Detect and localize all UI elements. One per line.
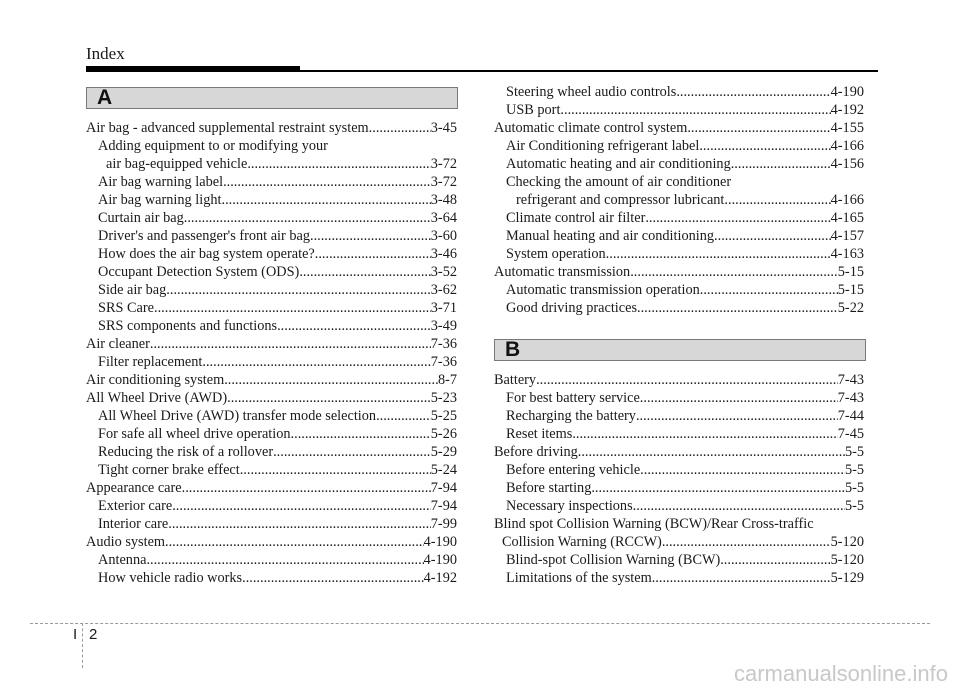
- entry-page: 4-166: [830, 138, 864, 154]
- dot-leader: [165, 533, 424, 551]
- dot-leader: [731, 155, 831, 173]
- entry-text: Automatic climate control system: [494, 120, 688, 136]
- entry-text: Appearance care: [86, 480, 182, 496]
- entry-text: Limitations of the system: [506, 570, 652, 586]
- entry-page: 5-5: [844, 444, 864, 460]
- index-entry: [506, 281, 864, 299]
- entry-page: 3-46: [430, 246, 457, 262]
- entry-page: 5-120: [830, 552, 864, 568]
- dot-leader: [714, 227, 831, 245]
- index-entry: [86, 389, 457, 407]
- dot-leader: [578, 443, 845, 461]
- entry-text: Automatic transmission: [494, 264, 631, 280]
- entry-text: Air Conditioning refrigerant label: [506, 138, 700, 154]
- index-entry: [98, 515, 457, 533]
- index-entry: [494, 443, 864, 461]
- footer-divider: [82, 623, 83, 668]
- entry-page: 4-166: [830, 192, 864, 208]
- index-entry: [98, 281, 457, 299]
- entry-text: Recharging the battery: [506, 408, 636, 424]
- entry-page: 3-48: [430, 192, 457, 208]
- dot-leader: [223, 173, 431, 191]
- dot-leader: [376, 407, 431, 425]
- dot-leader: [315, 245, 431, 263]
- entry-text: Air bag - advanced supplemental restraint system: [86, 120, 369, 136]
- dot-leader: [536, 371, 838, 389]
- index-entry: [98, 191, 457, 209]
- index-entry: [98, 461, 457, 479]
- dot-leader: [640, 461, 845, 479]
- dot-leader: [720, 551, 830, 569]
- index-entry: [506, 299, 864, 317]
- entry-text: For best battery service: [506, 390, 640, 406]
- entry-text: Before entering vehicle: [506, 462, 641, 478]
- section-letter-b: B: [505, 338, 521, 361]
- index-entry: [506, 479, 864, 497]
- index-entry: [494, 371, 864, 389]
- dot-leader: [700, 281, 838, 299]
- index-entry: [502, 533, 864, 551]
- entry-text: Side air bag: [98, 282, 167, 298]
- entry-text: For safe all wheel drive operation: [98, 426, 291, 442]
- entry-text: Interior care: [98, 516, 169, 532]
- entry-text: Exterior care: [98, 498, 173, 514]
- dot-leader: [645, 209, 830, 227]
- index-entry: [506, 497, 864, 515]
- entry-text: All Wheel Drive (AWD): [86, 390, 228, 406]
- entry-page: 3-72: [430, 156, 457, 172]
- entry-text: Automatic heating and air conditioning: [506, 156, 731, 172]
- entry-text: Reset items: [506, 426, 573, 442]
- index-entry: [86, 371, 457, 389]
- entry-text: How vehicle radio works: [98, 570, 243, 586]
- dot-leader: [202, 353, 430, 371]
- entry-page: 7-45: [837, 426, 864, 442]
- dot-leader: [369, 119, 431, 137]
- entry-text: Before starting: [506, 480, 592, 496]
- entry-page: 5-120: [830, 534, 864, 550]
- dot-leader: [247, 155, 430, 173]
- dot-leader: [687, 119, 830, 137]
- entry-page: 4-157: [830, 228, 864, 244]
- entry-page: 5-22: [837, 300, 864, 316]
- dot-leader: [184, 209, 431, 227]
- dot-leader: [222, 191, 431, 209]
- entry-page: 3-64: [430, 210, 457, 226]
- entry-text: Collision Warning (RCCW): [502, 534, 662, 550]
- dot-leader: [146, 551, 423, 569]
- index-entry: [98, 353, 457, 371]
- section-header-a: [86, 87, 458, 109]
- dot-leader: [676, 83, 830, 101]
- dot-leader: [240, 461, 431, 479]
- entry-page: 4-192: [423, 570, 457, 586]
- index-entry: [106, 155, 457, 173]
- index-entry: [86, 479, 457, 497]
- entry-text: Driver's and passenger's front air bag: [98, 228, 310, 244]
- entry-text: Blind spot Collision Warning (BCW)/Rear Cross-traffic: [494, 516, 814, 532]
- index-entry: [86, 119, 457, 137]
- entry-text: Air bag warning label: [98, 174, 224, 190]
- entry-page: 4-155: [830, 120, 864, 136]
- entry-page: 4-190: [423, 552, 457, 568]
- dot-leader: [606, 245, 831, 263]
- entry-text: air bag-equipped vehicle: [106, 156, 248, 172]
- entry-page: 7-44: [837, 408, 864, 424]
- index-entry: [506, 245, 864, 263]
- entry-text: Air cleaner: [86, 336, 150, 352]
- index-entry: [506, 101, 864, 119]
- dot-leader: [630, 263, 838, 281]
- entry-page: 4-190: [423, 534, 457, 550]
- entry-text: Manual heating and air conditioning: [506, 228, 715, 244]
- entry-text: Good driving practices: [506, 300, 638, 316]
- entry-page: 3-49: [430, 318, 457, 334]
- index-entry: [98, 497, 457, 515]
- entry-text: Climate control air filter: [506, 210, 646, 226]
- dot-leader: [154, 299, 431, 317]
- entry-page: 3-72: [430, 174, 457, 190]
- index-entry: [506, 551, 864, 569]
- entry-text: Antenna: [98, 552, 147, 568]
- entry-text: System operation: [506, 246, 606, 262]
- dot-leader: [572, 425, 837, 443]
- index-entry: [494, 119, 864, 137]
- entry-page: 5-25: [430, 408, 457, 424]
- footer-rule: [30, 623, 930, 624]
- index-entry: [506, 227, 864, 245]
- entry-text: Audio system: [86, 534, 166, 550]
- entry-page: 7-99: [430, 516, 457, 532]
- dot-leader: [633, 497, 845, 515]
- index-entry: [86, 335, 457, 353]
- entry-page: 5-5: [844, 462, 864, 478]
- entry-page: 5-26: [430, 426, 457, 442]
- entry-page: 4-190: [830, 84, 864, 100]
- entry-page: 7-36: [430, 336, 457, 352]
- index-entry: [98, 551, 457, 569]
- entry-page: 3-62: [430, 282, 457, 298]
- entry-text: Battery: [494, 372, 537, 388]
- dot-leader: [291, 425, 431, 443]
- dot-leader: [224, 371, 438, 389]
- entry-text: All Wheel Drive (AWD) transfer mode selection: [98, 408, 377, 424]
- index-entry: [98, 245, 457, 263]
- entry-page: 5-29: [430, 444, 457, 460]
- entry-text: SRS components and functions: [98, 318, 278, 334]
- entry-page: 7-36: [430, 354, 457, 370]
- index-entry: [98, 299, 457, 317]
- dot-leader: [227, 389, 431, 407]
- entry-text: Air bag warning light: [98, 192, 222, 208]
- dot-leader: [699, 137, 830, 155]
- entry-text: Air conditioning system: [86, 372, 225, 388]
- dot-leader: [591, 479, 845, 497]
- entry-text: Adding equipment to or modifying your: [98, 138, 328, 154]
- entry-page: 4-156: [830, 156, 864, 172]
- dot-leader: [277, 317, 431, 335]
- dot-leader: [652, 569, 831, 587]
- dot-leader: [168, 515, 431, 533]
- entry-text: Occupant Detection System (ODS): [98, 264, 300, 280]
- entry-page: 3-60: [430, 228, 457, 244]
- entry-text: Tight corner brake effect: [98, 462, 240, 478]
- entry-page: 5-23: [430, 390, 457, 406]
- header-rule-accent: [86, 66, 300, 72]
- index-entry: [506, 173, 864, 191]
- entry-page: 3-45: [430, 120, 457, 136]
- dot-leader: [636, 407, 838, 425]
- index-entry: [86, 533, 457, 551]
- index-entry: [506, 389, 864, 407]
- entry-page: 5-129: [830, 570, 864, 586]
- index-entry: [98, 317, 457, 335]
- index-entry: [98, 137, 457, 155]
- entry-page: 3-71: [430, 300, 457, 316]
- entry-page: 7-94: [430, 498, 457, 514]
- entry-page: 5-5: [844, 498, 864, 514]
- entry-page: 7-43: [837, 390, 864, 406]
- index-entry: [516, 191, 864, 209]
- index-entry: [494, 515, 864, 533]
- entry-text: SRS Care: [98, 300, 155, 316]
- index-entry: [98, 407, 457, 425]
- index-entry: [98, 263, 457, 281]
- index-entry: [506, 407, 864, 425]
- entry-page: 5-15: [837, 282, 864, 298]
- dot-leader: [242, 569, 424, 587]
- index-entry: [98, 173, 457, 191]
- entry-text: Automatic transmission operation: [506, 282, 700, 298]
- index-entry: [506, 209, 864, 227]
- entry-text: Checking the amount of air conditioner: [506, 174, 732, 190]
- index-entry: [98, 443, 457, 461]
- section-header-b: [494, 339, 866, 361]
- dot-leader: [640, 389, 838, 407]
- entry-page: 4-163: [830, 246, 864, 262]
- entry-page: 4-165: [830, 210, 864, 226]
- entry-text: Filter replacement: [98, 354, 203, 370]
- entry-text: Reducing the risk of a rollover: [98, 444, 274, 460]
- entry-page: 3-52: [430, 264, 457, 280]
- entry-page: 5-5: [844, 480, 864, 496]
- dot-leader: [166, 281, 430, 299]
- dot-leader: [560, 101, 830, 119]
- index-entry: [98, 209, 457, 227]
- entry-page: 8-7: [437, 372, 457, 388]
- index-entry: [98, 227, 457, 245]
- index-entry: [506, 155, 864, 173]
- page-title: Index: [86, 44, 125, 63]
- dot-leader: [273, 443, 431, 461]
- index-entry: [98, 425, 457, 443]
- entry-text: Curtain air bag: [98, 210, 184, 226]
- entry-page: 5-24: [430, 462, 457, 478]
- entry-text: Necessary inspections: [506, 498, 633, 514]
- dot-leader: [150, 335, 431, 353]
- entry-text: Steering wheel audio controls: [506, 84, 677, 100]
- entry-text: How does the air bag system operate?: [98, 246, 315, 262]
- index-entry: [494, 263, 864, 281]
- dot-leader: [172, 497, 431, 515]
- watermark: carmanualsonline.info: [733, 661, 948, 686]
- footer-chapter: I: [73, 626, 78, 643]
- entry-text: Before driving: [494, 444, 578, 460]
- index-entry: [98, 569, 457, 587]
- entry-page: 7-43: [837, 372, 864, 388]
- footer-page-number: 2: [89, 626, 98, 643]
- section-letter-a: A: [97, 86, 113, 109]
- index-entry: [506, 461, 864, 479]
- entry-text: refrigerant and compressor lubricant: [516, 192, 725, 208]
- dot-leader: [637, 299, 838, 317]
- index-entry: [506, 83, 864, 101]
- index-entry: [506, 569, 864, 587]
- entry-page: 5-15: [837, 264, 864, 280]
- entry-text: Blind-spot Collision Warning (BCW): [506, 552, 721, 568]
- dot-leader: [310, 227, 431, 245]
- dot-leader: [662, 533, 831, 551]
- index-entry: [506, 137, 864, 155]
- dot-leader: [299, 263, 430, 281]
- entry-text: USB port: [506, 102, 561, 118]
- dot-leader: [724, 191, 830, 209]
- entry-page: 7-94: [430, 480, 457, 496]
- dot-leader: [182, 479, 431, 497]
- entry-page: 4-192: [830, 102, 864, 118]
- index-entry: [506, 425, 864, 443]
